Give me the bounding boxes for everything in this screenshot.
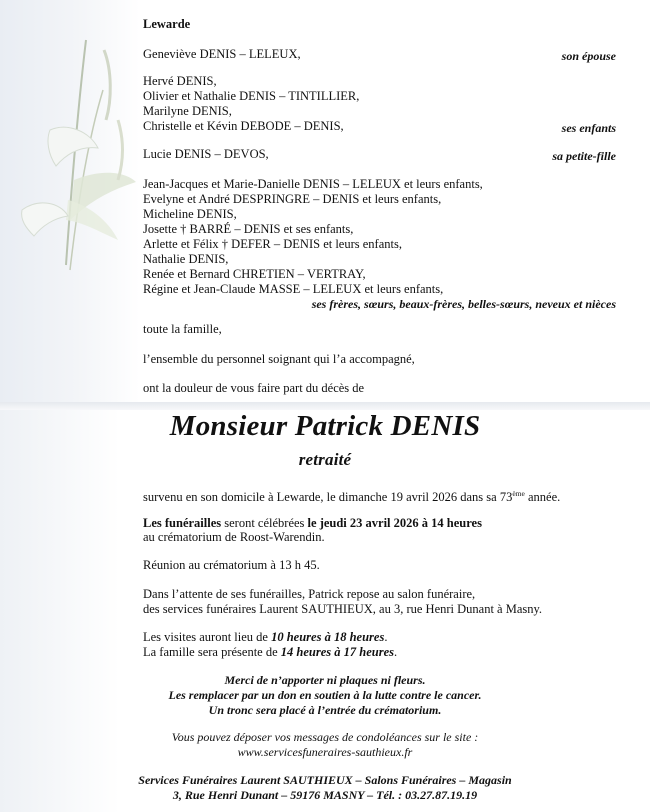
funeral-info: Les funérailles seront célébrées le jeudi 23 avril 2026 à 14 heures — [143, 516, 482, 530]
closing-line: toute la famille, — [143, 322, 222, 336]
calla-lily-illustration — [8, 30, 138, 280]
family-name: Arlette et Félix † DEFER – DENIS et leurs enfants, — [143, 237, 402, 251]
family-name: Josette † BARRÉ – DENIS et ses enfants, — [143, 222, 354, 236]
footer-address: 3, Rue Henri Dunant – 59176 MASNY – Tél. : 03.27.87.19.19 — [172, 788, 478, 802]
family-name: Evelyne et André DESPRINGRE – DENIS et leurs enfants, — [143, 192, 442, 206]
family-name: Christelle et Kévin DEBODE – DENIS, — [143, 119, 344, 133]
family-name: Micheline DENIS, — [143, 207, 237, 221]
request-line: Un tronc sera placé à l’entrée du crématorium. — [208, 703, 442, 717]
deceased-name: Monsieur Patrick DENIS — [169, 410, 481, 442]
closing-line: ont la douleur de vous faire part du décès de — [143, 381, 365, 395]
reunion-info: Réunion au crématorium à 13 h 45. — [143, 558, 320, 572]
relation-label: ses enfants — [561, 121, 616, 135]
visits-info: La famille sera présente de 14 heures à 17 heures. — [143, 645, 398, 659]
footer-company: Services Funéraires Laurent SAUTHIEUX – Salons Funéraires – Magasin — [138, 773, 512, 787]
relation-label: son épouse — [561, 49, 616, 63]
family-name: Renée et Bernard CHRETIEN – VERTRAY, — [143, 267, 366, 281]
request-line: Merci de n’apporter ni plaques ni fleurs. — [224, 673, 426, 687]
rest-info: des services funéraires Laurent SAUTHIEUX, au 3, rue Henri Dunant à Masny. — [143, 602, 543, 616]
family-name: Nathalie DENIS, — [143, 252, 229, 266]
family-name: Régine et Jean-Claude MASSE – LELEUX et leurs enfants, — [143, 282, 444, 296]
family-name: Olivier et Nathalie DENIS – TINTILLIER, — [143, 89, 360, 103]
funeral-location: au crématorium de Roost-Warendin. — [143, 530, 325, 544]
relation-label: sa petite-fille — [552, 149, 616, 163]
page-fold — [0, 402, 650, 410]
condolence-url[interactable]: www.servicesfuneraires-sauthieux.fr — [237, 745, 413, 759]
deceased-title: retraité — [298, 450, 352, 469]
request-line: Les remplacer par un don en soutien à la lutte contre le cancer. — [168, 688, 482, 702]
condolence-note: Vous pouvez déposer vos messages de condoléances sur le site : — [171, 730, 479, 744]
family-name: Jean-Jacques et Marie-Danielle DENIS – LELEUX et leurs enfants, — [143, 177, 483, 191]
town-name: Lewarde — [143, 17, 191, 31]
family-name: Hervé DENIS, — [143, 74, 217, 88]
family-name: Marilyne DENIS, — [143, 104, 232, 118]
closing-line: l’ensemble du personnel soignant qui l’a accompagné, — [143, 352, 415, 366]
death-notice: survenu en son domicile à Lewarde, le dimanche 19 avril 2026 dans sa 73ème année. — [143, 489, 561, 505]
rest-info: Dans l’attente de ses funérailles, Patrick repose au salon funéraire, — [143, 587, 476, 601]
relation-label: ses frères, sœurs, beaux-frères, belles-sœurs, neveux et nièces — [311, 297, 616, 311]
family-name: Lucie DENIS – DEVOS, — [143, 147, 269, 161]
visits-info: Les visites auront lieu de 10 heures à 18 heures. — [143, 630, 388, 644]
family-name: Geneviève DENIS – LELEUX, — [143, 47, 301, 61]
